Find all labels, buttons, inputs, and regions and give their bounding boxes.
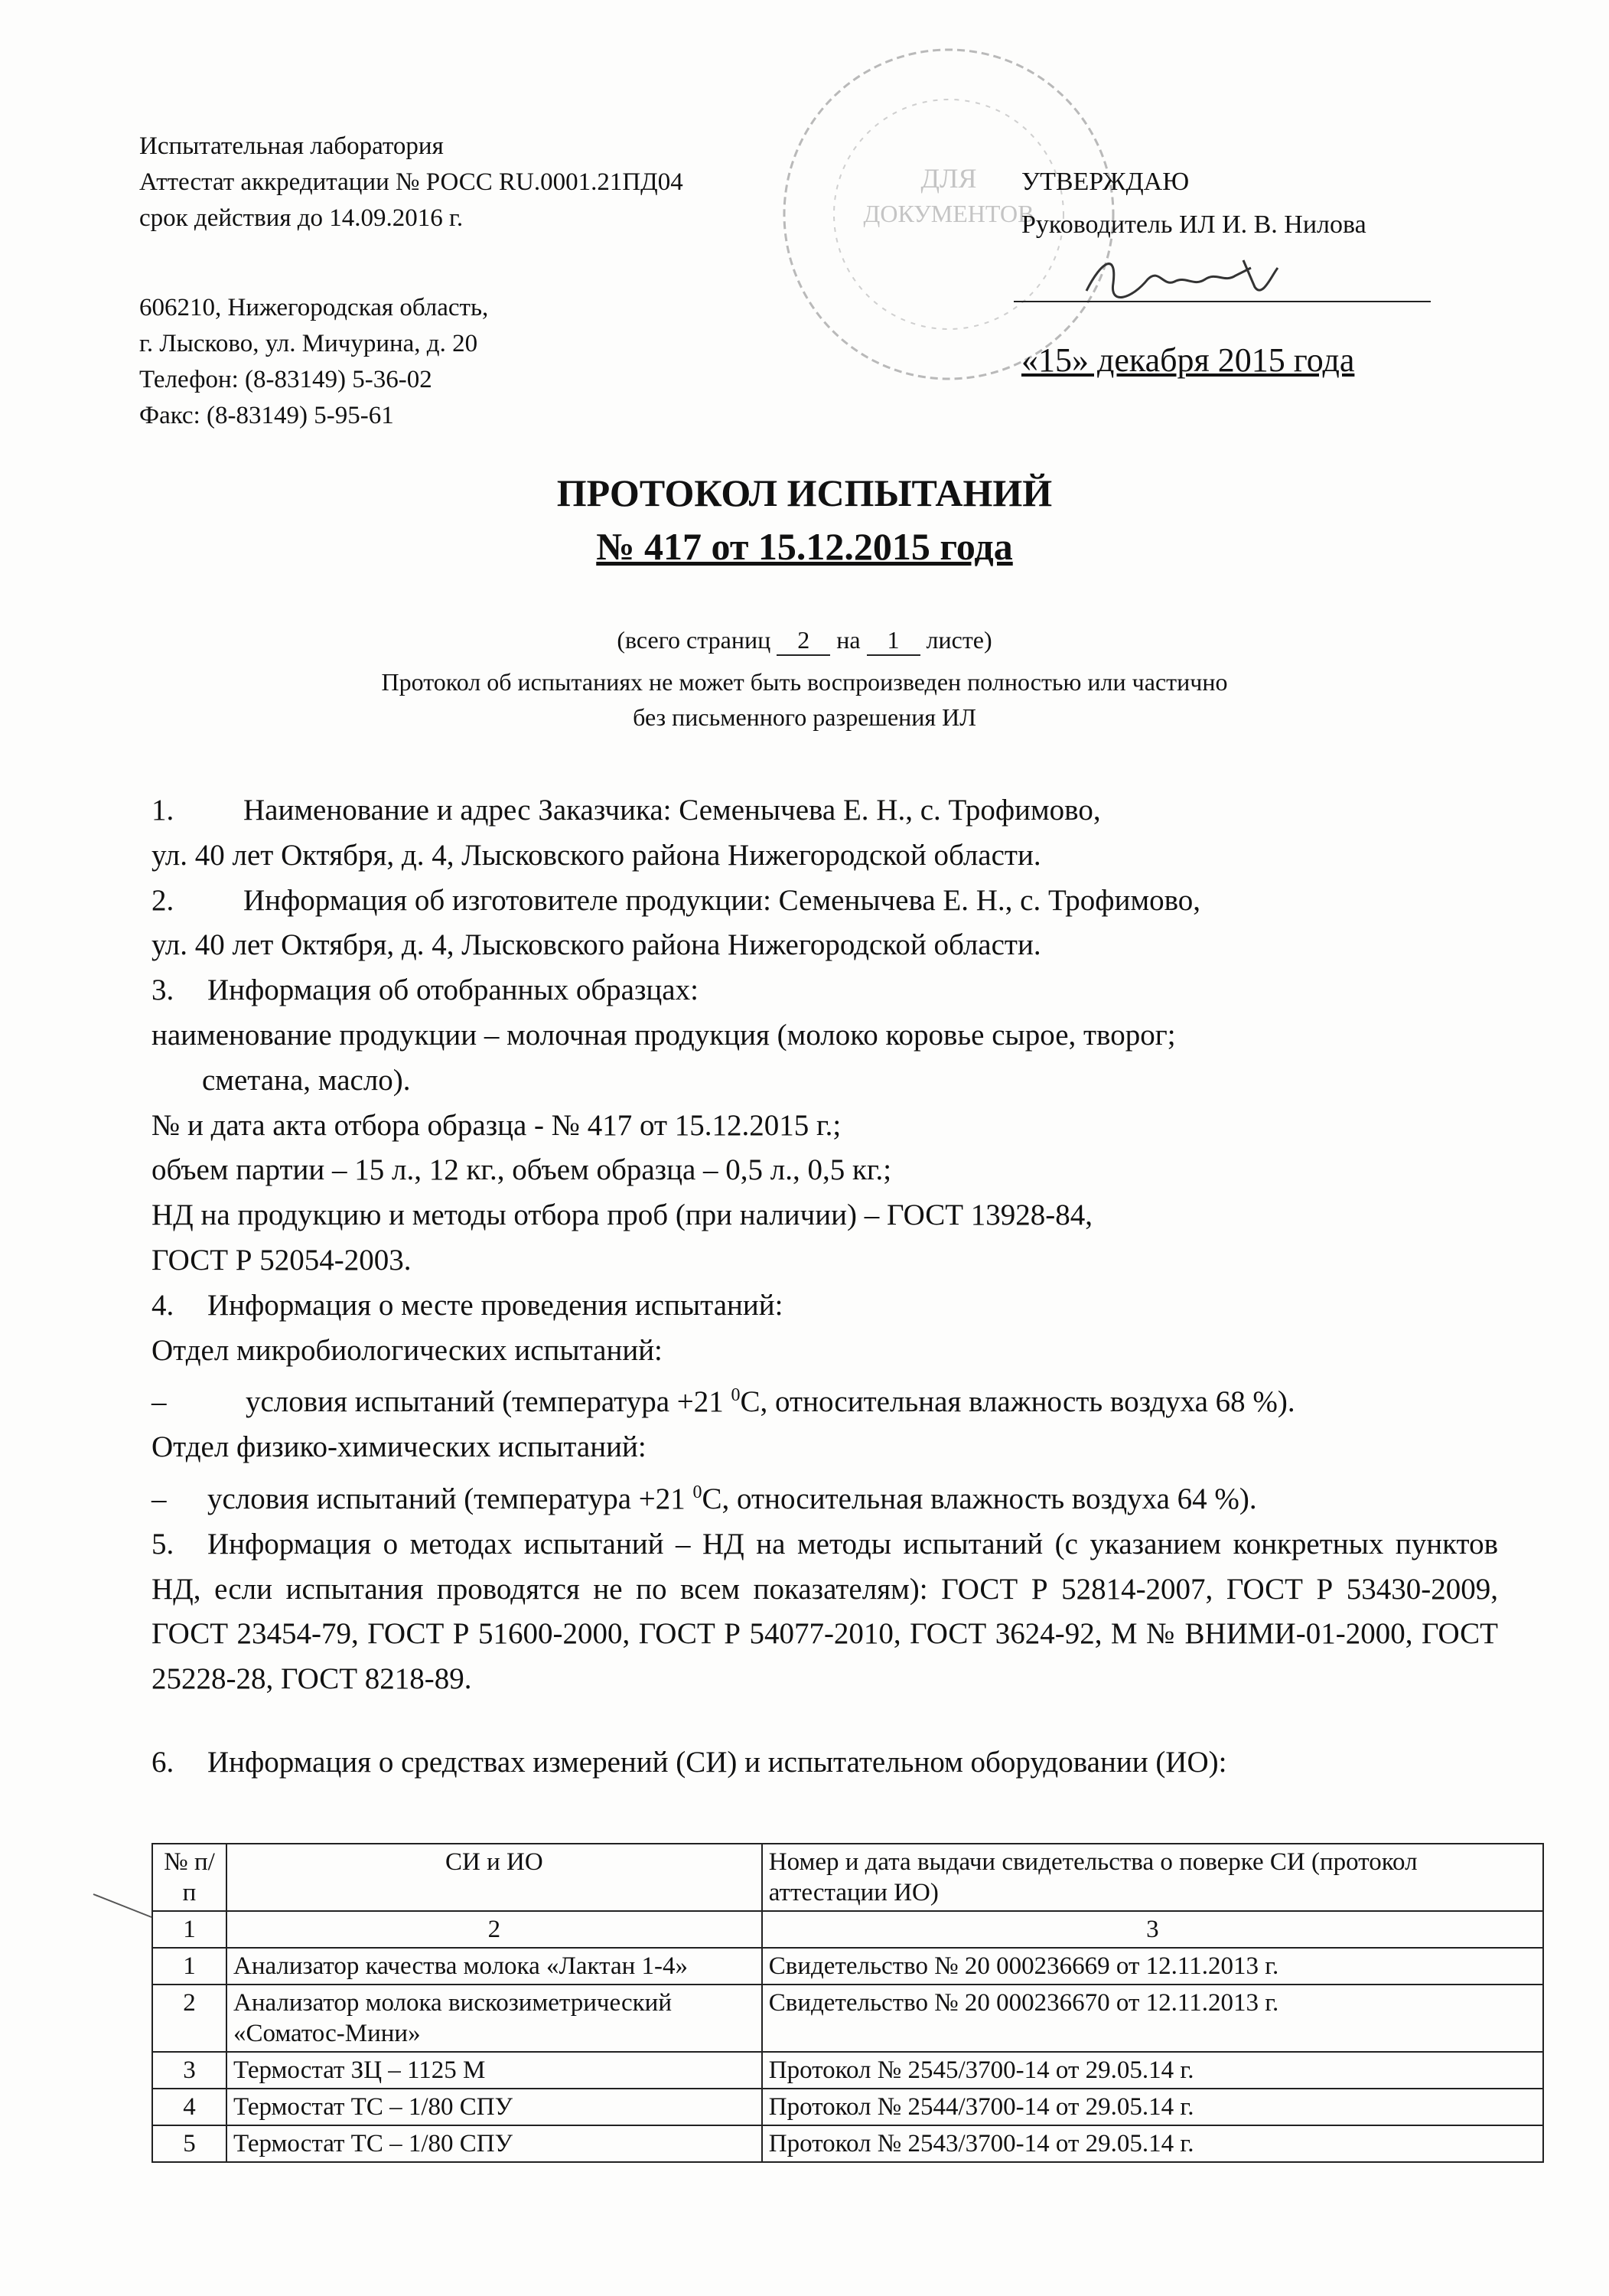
table-row (152, 2089, 1543, 2125)
conditions-1-a: условия испытаний (температура +21 (246, 1385, 731, 1419)
row-num: 3 (152, 2052, 226, 2089)
row-equipment: Анализатор молока вискозиметрический «Соматос-Мини» (226, 1985, 762, 2052)
row-num: 1 (152, 1948, 226, 1985)
stamp-text-bottom: ДОКУМЕНТОВ (863, 200, 1034, 227)
row-equipment: Термостат ЗЦ – 1125 М (226, 2052, 762, 2089)
conditions-physchem (151, 1470, 1498, 1522)
header-equipment: СИ и ИО (226, 1844, 762, 1911)
equipment-table (151, 1843, 1544, 2163)
section-4 (151, 1283, 1498, 1329)
approve-label: УТВЕРЖДАЮ (1021, 168, 1190, 196)
pages-middle: на (836, 626, 861, 654)
table-colnum-row (152, 1911, 1543, 1948)
section-1-number: 1. (151, 794, 174, 827)
row-equipment: Анализатор качества молока «Лактан 1-4» (226, 1948, 762, 1985)
address-line2: г. Лысково, ул. Мичурина, д. 20 (139, 330, 478, 357)
conditions-microbiology (151, 1373, 1498, 1425)
accreditation: Аттестат аккредитации № РОСС RU.0001.21ПД04 (139, 168, 683, 196)
pages-sheets: 1 (867, 626, 920, 656)
product-name-cont: сметана, масло). (202, 1063, 411, 1097)
pages-prefix: (всего страниц (617, 626, 771, 654)
sampling-act: № и дата акта отбора образца - № 417 от 15.12.2015 г.; (151, 1108, 842, 1142)
page-title: ПРОТОКОЛ ИСПЫТАНИЙ (556, 471, 1053, 514)
dept-microbiology: Отдел микробиологических испытаний: (151, 1333, 663, 1367)
lab-info (139, 129, 683, 434)
row-num: 2 (152, 1985, 226, 2052)
colnum-1: 1 (152, 1911, 226, 1948)
row-certificate: Протокол № 2543/3700-14 от 29.05.14 г. (762, 2125, 1543, 2162)
validity: срок действия до 14.09.2016 г. (139, 204, 464, 232)
row-num: 5 (152, 2125, 226, 2162)
row-equipment: Термостат ТС – 1/80 СПУ (226, 2125, 762, 2162)
table-row (152, 2125, 1543, 2162)
table-header-row (152, 1844, 1543, 1911)
section-3 (151, 968, 1498, 1013)
section-4-title: Информация о месте проведения испытаний: (207, 1288, 783, 1322)
row-certificate: Протокол № 2545/3700-14 от 29.05.14 г. (762, 2052, 1543, 2089)
section-2-line1: Информация об изготовителе продукции: Семенычева Е. Н., с. Трофимово, (243, 883, 1201, 917)
conditions-2-a: условия испытаний (температура +21 (207, 1482, 693, 1515)
protocol-number: № 417 от 15.12.2015 года (596, 525, 1013, 568)
fax: Факс: (8-83149) 5-95-61 (139, 402, 394, 429)
table-row (152, 1985, 1543, 2052)
batch-volume: объем партии – 15 л., 12 кг., объем образца – 0,5 л., 0,5 кг.; (151, 1153, 892, 1187)
address-line1: 606210, Нижегородская область, (139, 294, 489, 321)
approval-block (1021, 161, 1366, 246)
notice-line1: Протокол об испытаниях не может быть воспроизведен полностью или частично (381, 668, 1228, 696)
dash-marker: – (151, 1385, 167, 1419)
section-6-title: Информация о средствах измерений (СИ) и испытательном оборудовании (ИО): (207, 1745, 1227, 1779)
product-standards: НД на продукцию и методы отбора проб (при наличии) – ГОСТ 13928-84, (151, 1199, 1093, 1232)
row-certificate: Протокол № 2544/3700-14 от 29.05.14 г. (762, 2089, 1543, 2125)
row-certificate: Свидетельство № 20 000236669 от 12.11.2013 г. (762, 1948, 1543, 1985)
degree-mark: 0 (692, 1482, 702, 1502)
section-1 (151, 788, 1498, 833)
section-6 (151, 1740, 1498, 1786)
colnum-3: 3 (762, 1911, 1543, 1948)
pages-suffix: листе) (926, 626, 992, 654)
section-5 (151, 1522, 1498, 1702)
notice-line2: без письменного разрешения ИЛ (633, 703, 976, 731)
degree-mark: 0 (731, 1385, 741, 1406)
section-2-number: 2. (151, 883, 174, 917)
section-5-text: Информация о методах испытаний – НД на методы испытаний (с указанием конкретных пунктов НД, если испытания проводятся не по всем показателям): ГОСТ Р 52814-2007, ГОСТ Р 53430-2009, ГОСТ 23454-79, ГОСТ Р 51600-2000, ГОСТ Р 54077-2010, ГОСТ 3624-92, М № ВНИМИ-01-2000, ГОСТ 25228-28, ГОСТ 8218-89. (151, 1527, 1498, 1696)
row-equipment: Термостат ТС – 1/80 СПУ (226, 2089, 762, 2125)
header-num: № п/п (152, 1844, 226, 1911)
conditions-1-b: С, относительная влажность воздуха 68 %). (740, 1385, 1295, 1419)
section-1-cont: ул. 40 лет Октября, д. 4, Лысковского района Нижегородской области. (151, 838, 1041, 872)
protocol-body (151, 788, 1498, 1786)
section-4-number: 4. (151, 1288, 174, 1322)
product-standards-cont: ГОСТ Р 52054-2003. (151, 1243, 412, 1277)
signature (1071, 245, 1285, 314)
phone: Телефон: (8-83149) 5-36-02 (139, 366, 432, 393)
dash-marker: – (151, 1482, 167, 1515)
section-3-title: Информация об отобранных образцах: (207, 974, 699, 1007)
stamp-text-top: ДЛЯ (920, 163, 977, 194)
row-num: 4 (152, 2089, 226, 2125)
approval-date: «15» декабря 2015 года (1021, 341, 1355, 379)
copy-notice (0, 664, 1609, 735)
colnum-2: 2 (226, 1911, 762, 1948)
signature-line (1014, 301, 1431, 302)
product-name: наименование продукции – молочная продукция (молоко коровье сырое, творог; (151, 1018, 1176, 1052)
pages-total: 2 (777, 626, 830, 656)
section-2 (151, 879, 1498, 924)
section-6-number: 6. (151, 1745, 174, 1779)
conditions-2-b: С, относительная влажность воздуха 64 %). (702, 1482, 1257, 1515)
dept-physchem: Отдел физико-химических испытаний: (151, 1430, 647, 1464)
page-count (0, 626, 1609, 656)
header-certificate: Номер и дата выдачи свидетельства о поверке СИ (протокол аттестации ИО) (762, 1844, 1543, 1911)
section-2-cont: ул. 40 лет Октября, д. 4, Лысковского района Нижегородской области. (151, 928, 1041, 962)
margin-mark (92, 1890, 153, 1921)
head-name: Руководитель ИЛ И. В. Нилова (1021, 210, 1366, 239)
section-5-number: 5. (151, 1527, 174, 1561)
table-row (152, 1948, 1543, 1985)
row-certificate: Свидетельство № 20 000236670 от 12.11.2013 г. (762, 1985, 1543, 2052)
section-3-number: 3. (151, 974, 174, 1007)
section-1-line1: Наименование и адрес Заказчика: Семенычева Е. Н., с. Трофимово, (243, 794, 1101, 827)
lab-name: Испытательная лаборатория (139, 132, 444, 160)
table-row (152, 2052, 1543, 2089)
